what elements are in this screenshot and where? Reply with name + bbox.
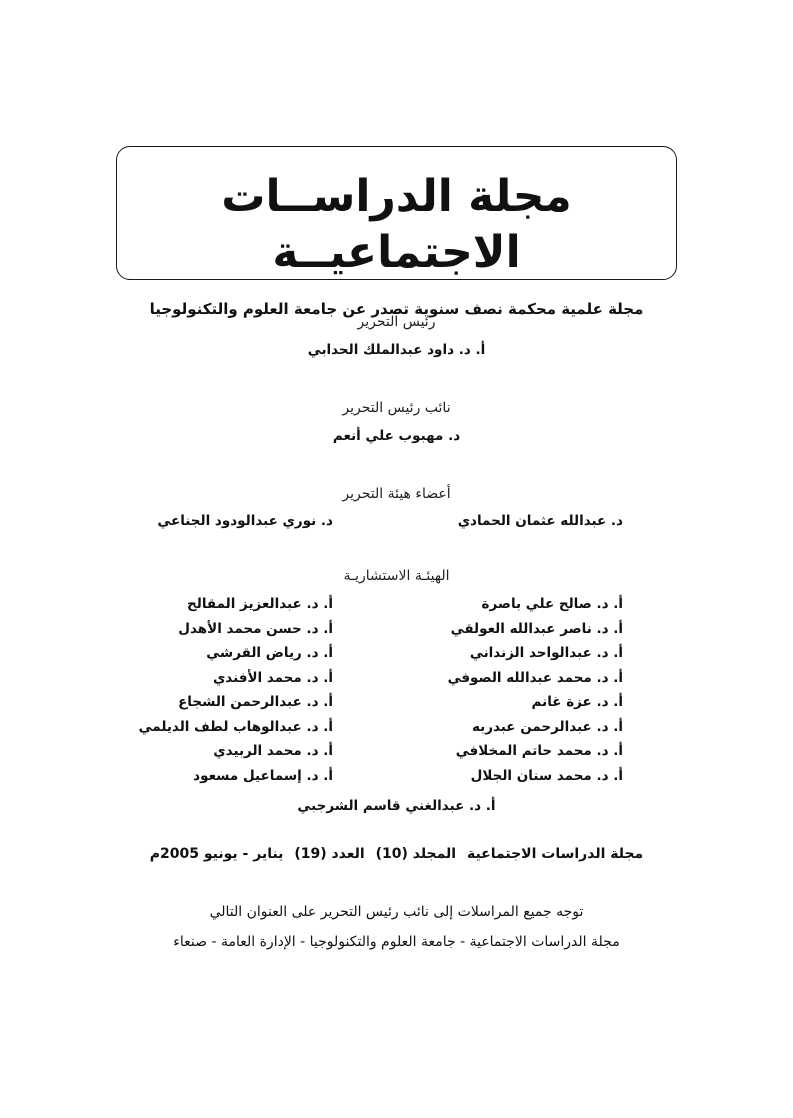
issue-journal: مجلة الدراسات الاجتماعية <box>466 846 644 862</box>
advisory-member: أ. د. إسماعيل مسعود <box>193 767 333 784</box>
advisory-member: أ. د. ناصر عبدالله العولقي <box>450 620 623 637</box>
advisory-right-column <box>448 592 623 788</box>
advisory-member: أ. د. صالح علي باصرة <box>481 596 623 612</box>
advisory-member: أ. د. محمد الأفندي <box>212 669 333 686</box>
advisory-member: أ. د. محمد سنان الجلال <box>470 767 623 784</box>
editor-in-chief-name: أ. د. داود عبدالملك الحدابي <box>307 342 486 358</box>
correspondence-address: مجلة الدراسات الاجتماعية - جامعة العلوم والتكنولوجيا - الإدارة العامة - صنعاء <box>173 934 620 950</box>
advisory-member: أ. د. محمد حاتم المخلافي <box>455 743 623 759</box>
deputy-editor-name: د. مهبوب علي أنعم <box>332 428 461 444</box>
advisory-member: أ. د. رياض القرشي <box>206 645 333 661</box>
masthead-box <box>116 146 677 318</box>
advisory-member: أ. د. عبدالعزيز المقالح <box>187 596 333 612</box>
advisory-member: أ. د. حسن محمد الأهدل <box>178 620 333 637</box>
editorial-board-member: د. نوري عبدالودود الجناعي <box>157 513 333 529</box>
correspondence-note: توجه جميع المراسلات إلى نائب رئيس التحرير على العنوان التالي <box>209 904 584 920</box>
advisory-board-label: الهيئـة الاستشاريـة <box>343 568 450 584</box>
advisory-member: أ. د. عبدالرحمن الشجاع <box>178 694 333 710</box>
journal-title: مجلة الدراســات الاجتماعيــة <box>221 171 572 278</box>
issue-volume: المجلد (10) <box>375 846 457 862</box>
advisory-member: أ. د. محمد عبدالله الصوفي <box>447 669 623 686</box>
journal-subtitle: مجلة علمية محكمة نصف سنوية تصدر عن جامعة العلوم والتكنولوجيا <box>149 300 644 318</box>
editorial-board-member: د. عبدالله عثمان الحمادي <box>457 513 623 529</box>
advisory-member: أ. د. محمد الربيدي <box>213 743 333 759</box>
advisory-final-member: أ. د. عبدالغني قاسم الشرجبي <box>297 798 496 814</box>
editor-in-chief-label: رئيس التحرير <box>357 314 436 330</box>
advisory-member: أ. د. عزة غانم <box>531 694 623 710</box>
advisory-member: أ. د. عبدالوهاب لطف الديلمي <box>138 718 333 735</box>
issue-date: يناير - يونيو 2005م <box>149 846 284 862</box>
issue-number: العدد (19) <box>294 846 365 862</box>
advisory-member: أ. د. عبدالرحمن عبدربه <box>471 718 623 735</box>
issue-info <box>0 846 793 862</box>
advisory-left-column <box>139 592 333 788</box>
advisory-member: أ. د. عبدالواحد الزنداني <box>469 645 623 661</box>
editorial-board-label: أعضاء هيئة التحرير <box>342 486 451 502</box>
deputy-editor-label: نائب رئيس التحرير <box>342 400 451 416</box>
